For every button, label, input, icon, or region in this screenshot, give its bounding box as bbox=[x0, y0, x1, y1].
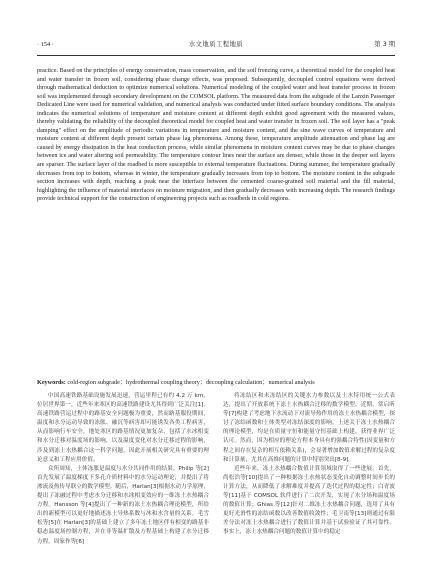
journal-title: 水文地质工程地质 bbox=[188, 41, 244, 48]
abstract-text: practice. Based on the principles of energy conservation, mass conservation, and the soil freezing curve, a theoretical model for the coupled heat and water transfer in frozen soil, considering phase change effects, was proposed. Subsequently, decoupled control equations were derived through mathematical deduction to optimize numerical solutions. Numerical modeling of the coupled water and heat transfer process in frozen soil was implemented through secondary development on the COMSOL platform. The measured data from the subgrade of the Lanxin Passenger Dedicated Line were used for numerical validation, and numerical analysis was conducted under fitted surface boundary conditions. The analysis indicates the numerical solutions of temperature and moisture content at different depth exhibit good agreement with the measured values, thereby validating the reliability of the decoupled theoretical model for coupled heat and water transfer in frozen soil. The soil layer has a "peak damping" effect on the amplitude of periodic variations in temperature and moisture content, and the sine wave curves of temperature and moisture content at different depth present certain phase lag phenomena. Among these, temperature amplitude attenuation and phase lag are caused by energy dissipation in the heat conduction process, while similar phenomena in moisture content curves may be due to phase changes between ice and water altering soil permeability. The temperature contour lines near the surface are denser, while those in the deeper soil layers are sparser. The surface layer of the roadbed is more susceptible to external temperature fluctuations. During summer, the temperature gradually decreases from top to bottom, whereas in winter, the temperature gradually increases from top to bottom. The moisture content in the subgrade section increases with depth, reaching a peak near the interface between the cemented coarse-grained soil material and the fill material, highlighting the influence of material interfaces on moisture migration, and then gradually decreases with increasing depth. The research findings provide technical support for the construction of engineering projects such as roadbeds in cold regions. bbox=[37, 68, 395, 203]
running-header bbox=[37, 39, 395, 51]
keywords-label: Keywords: bbox=[37, 379, 66, 386]
right-column bbox=[223, 392, 395, 552]
keywords-text: cold-region subgrade；hydrothermal coupling theory；decoupling calculation；numerical analysis bbox=[67, 379, 315, 386]
left-paragraph: 中国高速铁路基础设施发展迅速，营运里程已有约 4.2 万 km，位居世界第一，近些年来寒区的高速铁路建设尤其得到广泛关注[1]。高速铁路营运过程中的路基安全问题极为重要，然而路基服役期间，温度和水分运动导致的冻胀、融沉等病害却可能诱发各类工程病害，从而影响行车安全。地处寒区的路基情况更加复杂，包括了水冰相变和水分迁移对温度场的影响，以及温度变化对水分迁移过程的影响，涉及到冻土水热耦合这一科学问题，因此开展相关研究具有重要的理论意义和工程应用价值。 bbox=[37, 393, 209, 463]
right-paragraph: 将冻结区和未冻结区的关键水力参数以及土水特用统一公式表达，提出了开放系统下冻土水热耦合迁移的数学模型。近期，常启昕等[7]构建了考虑地下水流动下对流导热作用的冻土水热耦合模型，探讨了冻结函数和土体类型对冻结深度的影响。上述关于冻土水热耦合的理论模型，均是在质量守恒和能量守恒基础上构建，获得业界广泛认可。然而，因为相应的理论方程本身具有的强耦合特性(因变量和方程之间存在复杂的相互依赖关系)，会显著增加数值求解过程的复杂度和计算量，尤其在高维问题的计算中特别突出[8-9]。 bbox=[223, 393, 395, 463]
page-number: · 154 · bbox=[37, 41, 54, 48]
header-rule bbox=[37, 55, 395, 56]
issue-number: 第 3 期 bbox=[374, 41, 395, 48]
left-paragraph: 众所周知，土体冻胀是温度与水分共同作用的结果。Philip 等[2]首先发展了温度梯度下多孔介质材料中的水分运动理论，并提出了将渗流及热传导联立的数学模型。随后，Harlan[3]根据水动力学原理，提出了冻融过程中考虑水分迁移和水冰相变效应的一维冻土水热耦合方程。Hansson 等[4]提出了一种新的冻土水热耦合理论模型，所给出的新模型可以更好地描述冻土导热系数与冰和水含量的关系。毛雪松等[5]在 Harlan[3]的基础上建立了多年冻土地区伴有相变的路基非稳态温度场控制方程，并在非等温扩散及方程基础上构建了水分迁移方程。周家作等[6] bbox=[37, 465, 209, 545]
left-column bbox=[37, 392, 209, 552]
keywords bbox=[37, 378, 395, 387]
right-paragraph: 近些年来，冻土水热耦合数值计算领域取得了一些进展。首先，尚松浩等[10]提出了一种根据冻土水热状态变化自动调整时间步长的计算方法，从而降低了求解难度并提高了迭代过程的稳定性；白青波等[11]基于 COMSOL 软件进行了二次开发，实现了水分场和温度场的数值计算；Ghias 等[12]针对二维冻土水热耦合问题，选用了具有更好光滑性的冻结函数以改善数值收敛性；毛卫南等[13]则通过有限差分法对冻土水热耦合进行了数值计算并基于试验验证了其可靠性。事实上，冻土水热耦合问题的数值计算中的稳定 bbox=[223, 465, 395, 536]
